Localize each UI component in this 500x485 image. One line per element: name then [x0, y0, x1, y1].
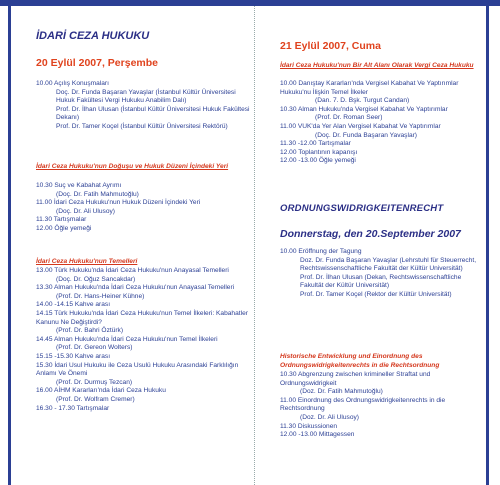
program-speaker: (Doç. Dr. Oğuz Sancakdar) — [56, 275, 136, 283]
program-speaker: (Doz. Dr. Ali Ulusoy) — [300, 413, 359, 421]
program-speaker: (Dan. 7. D. Bşk. Turgut Candan) — [315, 97, 410, 105]
program-speaker: (Prof. Dr. Bahri Öztürk) — [56, 327, 124, 335]
german-history-block — [280, 371, 485, 440]
top-border — [0, 0, 500, 6]
program-speaker: (Doç. Dr. Funda Başaran Yavaşlar) — [315, 131, 418, 139]
program-item: 11.30 -12.00 Tartışmalar — [280, 140, 351, 148]
program-item: 13.30 Alman Hukuku'nda İdari Ceza Hukuku'nun Anayasal Temelleri — [36, 284, 235, 292]
fold-divider — [254, 6, 256, 485]
program-speaker: (Prof. Dr. Gereon Wolters) — [56, 344, 133, 352]
opening-time: 10.00 Açılış Konuşmaları — [36, 80, 109, 87]
program-item: 11.30 Diskussionen — [280, 422, 338, 430]
program-speaker: (Doz. Dr. Fatih Mahmutoğlu) — [300, 388, 383, 396]
opening-block — [36, 80, 250, 132]
speaker-ulusan-de: Prof. Dr. İlhan Ulusan (Dekan, Rechtswissenschaftliche Fakultät der Kültür Universität) — [300, 273, 462, 290]
program-item: 14.45 Alman Hukuku'nda İdari Ceza Hukuku'nun Temel İlkeleri — [36, 335, 218, 343]
program-speaker: (Prof. Dr. Durmuş Tezcan) — [56, 378, 133, 386]
program-item: 11.30 Tartışmalar — [36, 216, 87, 224]
program-speaker: (Prof. Dr. Hans-Heiner Kühne) — [56, 292, 145, 300]
session-foundations-title: İdari Ceza Hukuku'nun Temelleri — [36, 258, 138, 265]
right-border — [486, 6, 489, 485]
left-section-title: İDARİ CEZA HUKUKU — [36, 30, 150, 42]
german-section-title: ORDNUNGSWIDRIGKEITENRECHT — [280, 203, 444, 214]
speaker-kocel-de: Prof. Dr. Tamer Koçel (Rektor der Kültür Universität) — [300, 290, 452, 298]
program-speaker: (Prof. Dr. Roman Seer) — [315, 114, 383, 122]
program-item: 12.00 Öğle yemeği — [36, 224, 92, 232]
session-foundations-block — [36, 267, 250, 413]
speaker-kocel: Prof. Dr. Tamer Koçel (İstanbul Kültür Üniversitesi Rektörü) — [56, 122, 228, 130]
program-item: 12.00 Toplantının kapanışı — [280, 148, 358, 156]
program-item: 10.30 Suç ve Kabahat Ayrımı — [36, 182, 122, 189]
speaker-yavaslar: Doç. Dr. Funda Başaran Yavaşlar (İstanbul Kültür Üniversitesi Hukuk Fakültesi Vergi Hukuku Anabilim Dalı) — [56, 88, 236, 105]
session-tax-block — [280, 80, 485, 166]
program-item: 12.00 -13.00 Mittagessen — [280, 431, 355, 439]
program-item: 10.30 Alman Hukuku'nda Vergisel Kabahat Ve Yaptırımlar — [280, 105, 448, 113]
program-speaker: (Prof. Dr. Wolfram Cremer) — [56, 395, 135, 403]
program-item: 10.30 Abgrenzung zwischen krimineller Straftat und Ordnungswidrigkeit — [280, 371, 431, 387]
session-origin-title: İdari Ceza Hukuku'nun Doğuşu ve Hukuk Düzeni İçindeki Yeri — [36, 163, 229, 170]
german-date-heading: Donnerstag, den 20.September 2007 — [280, 228, 461, 240]
program-item: 16.30 - 17.30 Tartışmalar — [36, 404, 110, 412]
program-speaker: (Doç. Dr. Ali Ulusoy) — [56, 207, 115, 215]
right-date-heading: 21 Eylül 2007, Cuma — [280, 40, 381, 52]
program-speaker: (Doç. Dr. Fatih Mahmutoğlu) — [56, 190, 139, 198]
left-date-heading: 20 Eylül 2007, Perşembe — [36, 57, 158, 69]
program-item: 14.15 Türk Hukuku'nda İdari Ceza Hukuku'nun Temel İlkeleri: Kabahatler Kanunu Ne Değiştirdi? — [36, 309, 248, 326]
program-item: 12.00 -13.00 Öğle yemeği — [280, 157, 356, 165]
session-origin-block — [36, 182, 250, 234]
german-history-title: Historische Entwicklung und Einordnung des Ordnungswidrigkeitenrechts in die Rechtsordnung — [280, 353, 440, 369]
program-item: 10.00 Danıştay Kararları'nda Vergisel Kabahat Ve Yaptırımlar Hukuku'nu İlişkin Temel İlkeler — [280, 80, 459, 96]
speaker-ulusan: Prof. Dr. İlhan Ulusan (İstanbul Kültür Üniversitesi Hukuk Fakültesi Dekanı) — [56, 105, 250, 122]
program-item: 11.00 VUK'da Yer Alan Vergisel Kabahat Ve Yaptırımlar — [280, 122, 441, 130]
program-break: 15.15 -15.30 Kahve arası — [36, 352, 111, 360]
program-item: 16.00 AİHM Kararları'nda İdari Ceza Hukuku — [36, 387, 166, 395]
session-tax-title: İdari Ceza Hukuku'nun Bir Alt Alanı Olarak Vergi Ceza Hukuku — [280, 62, 474, 69]
program-item: 11.00 İdari Ceza Hukuku'nun Hukuk Düzeni İçindeki Yeri — [36, 199, 201, 207]
program-item: 15.30 İdari Usul Hukuku ile Ceza Usulü Hukuku Arasındaki Farklılığın Anlamı Ve Önemi — [36, 361, 239, 378]
program-item: 10.00 Eröffnung der Tagung — [280, 248, 362, 255]
program-break: 14.00 -14.15 Kahve arası — [36, 301, 111, 309]
left-border — [8, 6, 11, 485]
german-opening-block — [280, 248, 485, 300]
speaker-yavaslar-de: Doz. Dr. Funda Başaran Yavaşlar (Lehrstuhl für Steuerrecht, Rechtswissenschaftliche Fakultät der Kültür Universität) — [300, 256, 477, 273]
program-item: 13.00 Türk Hukuku'nda İdari Ceza Hukuku'nun Anayasal Temelleri — [36, 267, 229, 274]
program-item: 11.00 Einordnung des Ordnungswidrigkeitenrechts in die Rechtsordnung — [280, 396, 446, 413]
